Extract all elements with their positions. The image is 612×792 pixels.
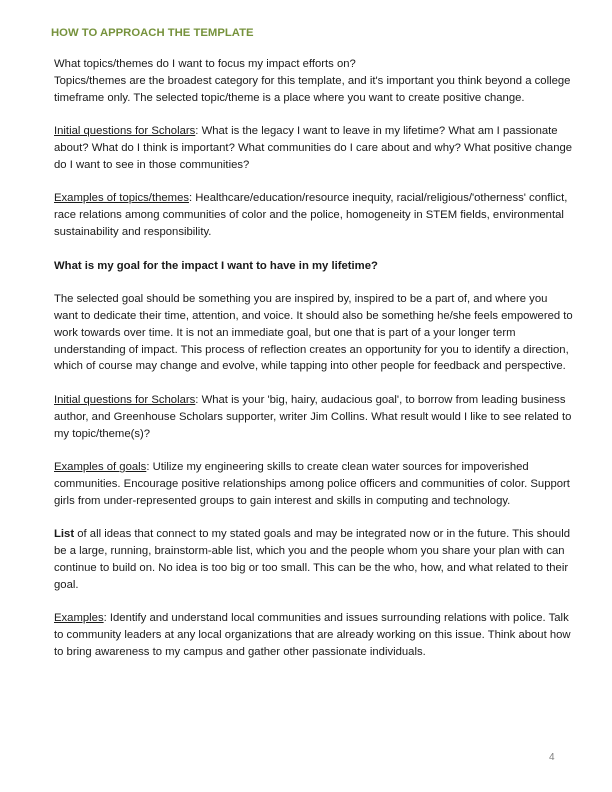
list-text: of all ideas that connect to my stated goals and may be integrated now or in the future. This should be a large, running, brainstorm-able list, which you and the people whom you share your plan with can continue to build on. No idea is too big or too small. This can be the who, how, and what related to their goal. bbox=[54, 528, 570, 591]
examples-text: : Identify and understand local communities and issues surrounding relations with police. Talk to community leaders at any local organizations that are already working on this issue. Think about how to bring awareness to my campus and gather other passionate individuals. bbox=[54, 612, 571, 658]
topics-initial-questions bbox=[54, 123, 574, 173]
initial-questions-text: : What is the legacy I want to leave in my lifetime? What am I passionate about? What do I think is important? What communities do I care about and why? What positive change do I want to see in those communities? bbox=[54, 125, 573, 171]
page-number: 4 bbox=[549, 752, 555, 763]
examples-label: Examples of topics/themes bbox=[54, 192, 189, 205]
goal-description: The selected goal should be something you are inspired by, inspired to be a part of, and where you want to dedicate their time, attention, and voice. It should also be something he/she feels empowered to work towards over time. It is not an immediate goal, but one that is part of a your longer term understanding of impact. This process of reflection creates an opportunity for you to identify a direction, which of course may change and evolve, while tapping into other people for feedback and perspective. bbox=[54, 293, 573, 373]
page-heading: HOW TO APPROACH THE TEMPLATE bbox=[51, 27, 254, 39]
examples-label: Examples of goals bbox=[54, 461, 147, 474]
ideas-list-description bbox=[54, 526, 574, 593]
topics-intro bbox=[54, 56, 574, 106]
initial-questions-text: : What is your 'big, hairy, audacious goal', to borrow from leading business author, and Greenhouse Scholars supporter, writer Jim Collins. What result would I like to see related to my topic/theme(s)? bbox=[54, 393, 572, 440]
examples-label: Examples bbox=[54, 612, 104, 625]
goal-examples bbox=[54, 459, 574, 509]
examples-text: : Healthcare/education/resource inequity, racial/religious/'otherness' conflict, race relations among communities of color and the police, homogeneity in STEM fields, environmental sustainability and responsibility. bbox=[54, 192, 568, 238]
goal-initial-questions bbox=[54, 392, 574, 442]
examples-text: : Utilize my engineering skills to create clean water sources for impoverished communities. Encourage positive relationships among police officers and communities of color. Support girls from under-represented groups to gain interest and skills in computing and technology. bbox=[54, 461, 570, 507]
topics-description: Topics/themes are the broadest category for this template, and it's important you think beyond a college timeframe only. The selected topic/theme is a place where you want to create positive change. bbox=[54, 74, 571, 104]
list-label: List bbox=[54, 528, 75, 541]
topics-question: What topics/themes do I want to focus my impact efforts on? bbox=[54, 58, 356, 70]
goal-question-heading: What is my goal for the impact I want to have in my lifetime? bbox=[54, 259, 378, 272]
initial-questions-label: Initial questions for Scholars bbox=[54, 125, 196, 138]
initial-questions-label: Initial questions for Scholars bbox=[54, 393, 196, 406]
ideas-examples bbox=[54, 610, 574, 660]
topics-examples bbox=[54, 190, 574, 240]
document-body bbox=[54, 56, 574, 677]
